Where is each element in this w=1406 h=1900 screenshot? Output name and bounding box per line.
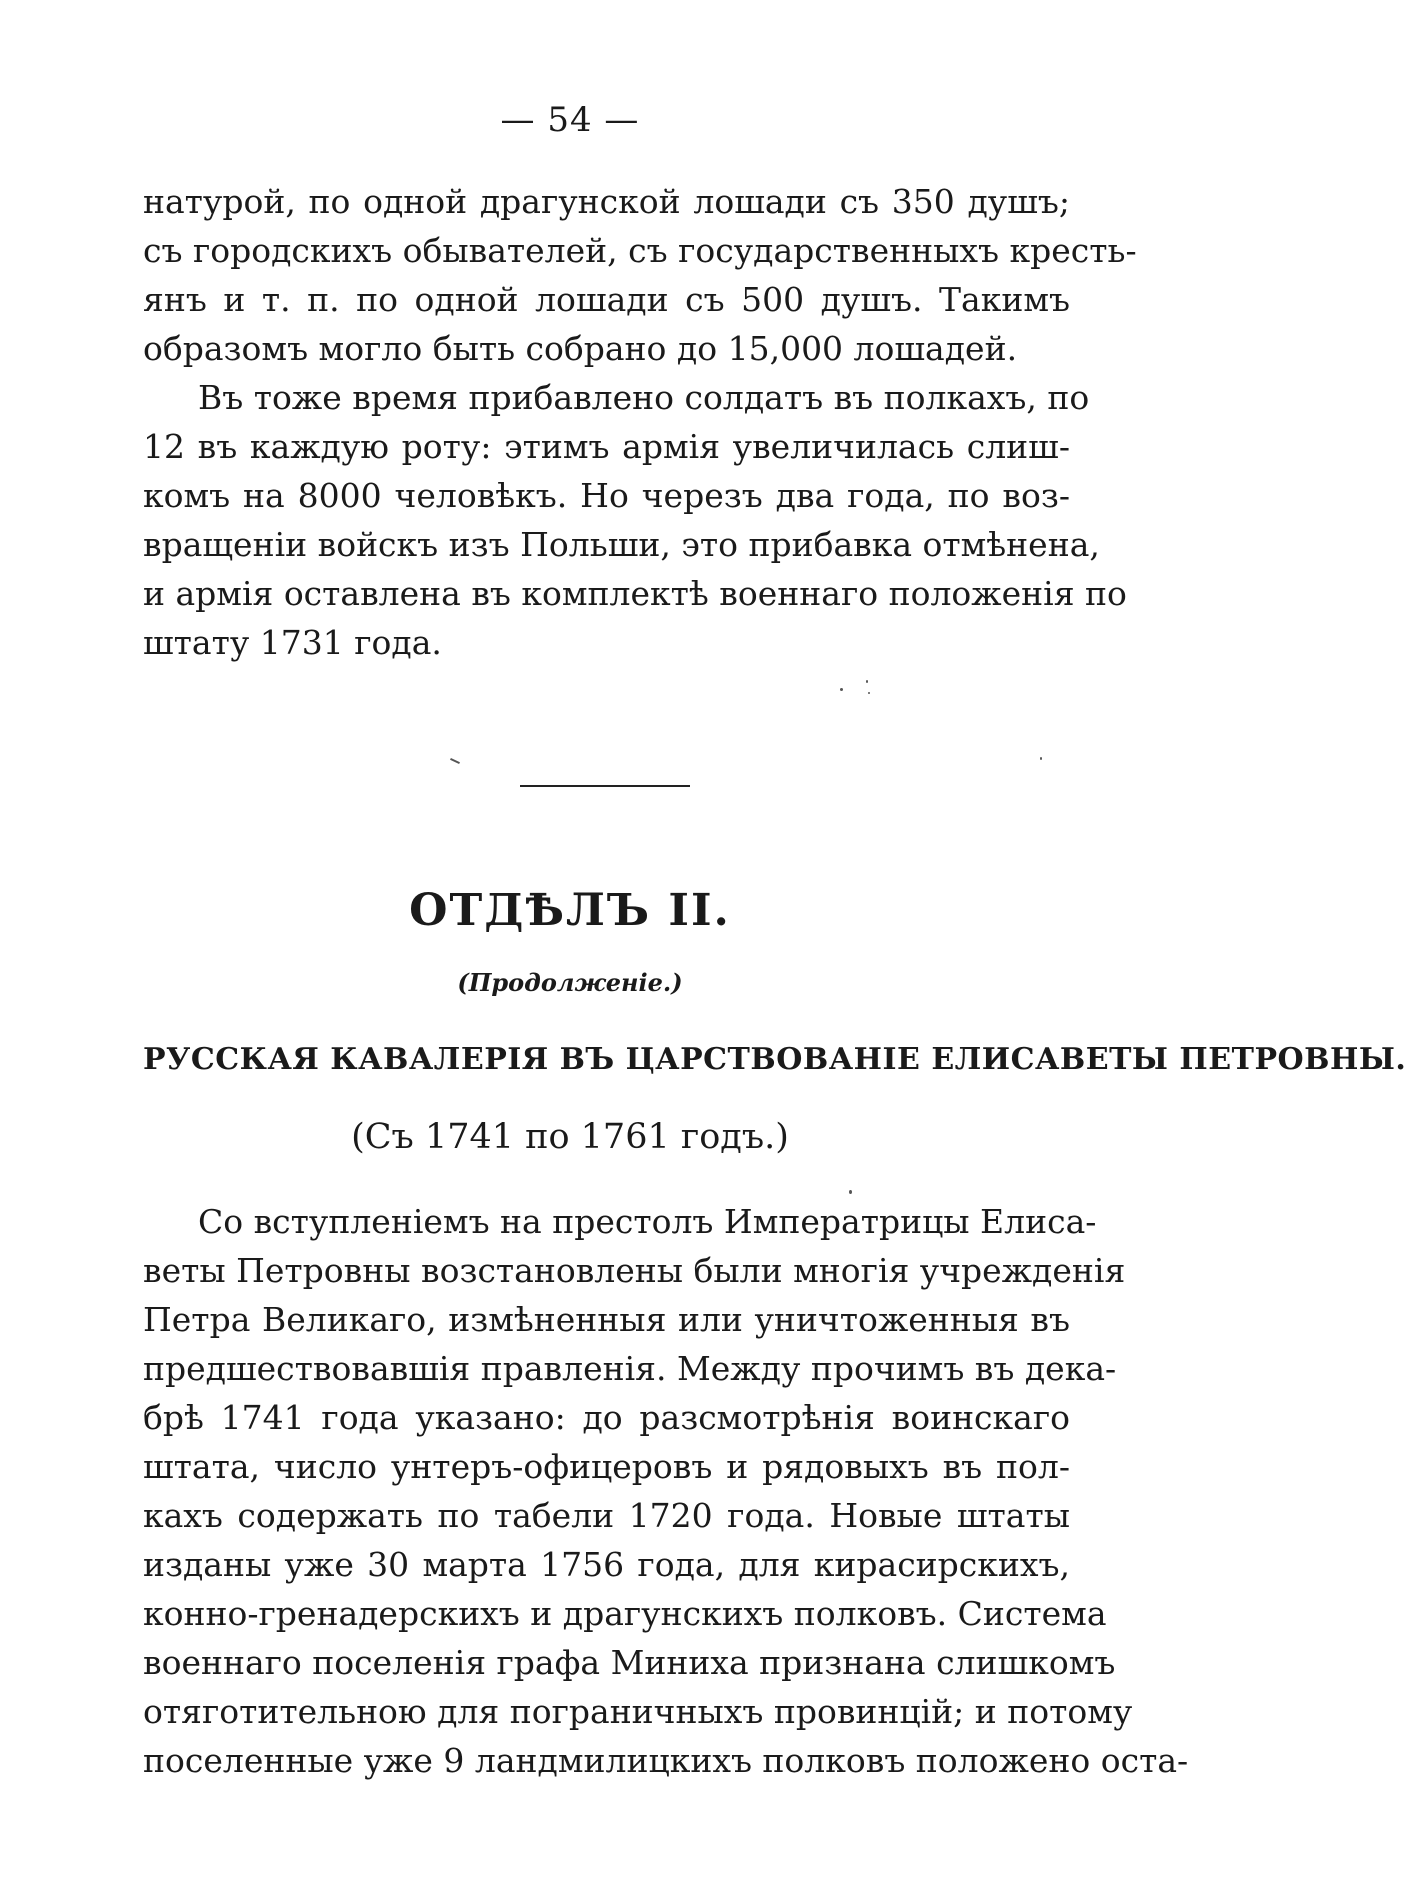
text-line: Петра Великаго, измѣненныя или уничтоженныя въ: [143, 1300, 1070, 1339]
text-line: штату 1731 года.: [143, 623, 442, 662]
text-line: съ городскихъ обывателей, съ государственныхъ кресть-: [143, 231, 1137, 270]
text-line: натурой, по одной драгунской лошади съ 350 душъ;: [143, 182, 1070, 221]
section-continuation: (Продолженіе.): [457, 968, 683, 997]
text-line: 12 въ каждую роту: этимъ армія увеличилась слиш-: [143, 427, 1070, 466]
text-line: янъ и т. п. по одной лошади съ 500 душъ. Такимъ: [143, 280, 1070, 319]
text-line: образомъ могло быть собрано до 15,000 лошадей.: [143, 329, 1018, 368]
scan-speck: [840, 688, 843, 691]
text-line: вращеніи войскъ изъ Польши, это прибавка отмѣнена,: [143, 525, 1100, 564]
text-line: военнаго поселенія графа Миниха признана слишкомъ: [143, 1643, 1116, 1682]
section-subtitle: РУССКАЯ КАВАЛЕРІЯ ВЪ ЦАРСТВОВАНІЕ ЕЛИСАВЕТЫ ПЕТРОВНЫ.: [143, 1042, 1406, 1077]
section-divider: [520, 785, 690, 787]
text-line: предшествовавшія правленія. Между прочимъ въ дека-: [143, 1349, 1117, 1388]
text-line: отяготительною для пограничныхъ провинцій; и потому: [143, 1692, 1133, 1731]
section-years: (Съ 1741 по 1761 годъ.): [351, 1117, 789, 1157]
text-line: штата, число унтеръ-офицеровъ и рядовыхъ въ пол-: [143, 1447, 1070, 1486]
text-line: кахъ содержать по табели 1720 года. Новые штаты: [143, 1496, 1070, 1535]
scan-speck: [849, 1190, 852, 1194]
text-line: комъ на 8000 человѣкъ. Но черезъ два года, по воз-: [143, 476, 1070, 515]
text-line: и армія оставлена въ комплектѣ военнаго положенія по: [143, 574, 1127, 613]
scan-speck: [450, 758, 460, 764]
text-line: веты Петровны возстановлены были многія учрежденія: [143, 1251, 1126, 1290]
text-line: брѣ 1741 года указано: до разсмотрѣнія воинскаго: [143, 1398, 1070, 1437]
scan-speck: [866, 680, 868, 683]
section-title: ОТДѢЛЪ II.: [409, 885, 731, 936]
page-number: — 54 —: [500, 100, 640, 140]
text-line: Въ тоже время прибавлено солдатъ въ полкахъ, по: [198, 378, 1090, 417]
text-line: изданы уже 30 марта 1756 года, для кирасирскихъ,: [143, 1545, 1070, 1584]
text-line: Со вступленіемъ на престолъ Императрицы Елиса-: [198, 1202, 1097, 1241]
scan-speck: [1040, 757, 1042, 760]
text-line: конно-гренадерскихъ и драгунскихъ полковъ. Система: [143, 1594, 1107, 1633]
scan-speck: [868, 692, 870, 694]
text-line: поселенные уже 9 ландмилицкихъ полковъ положено оста-: [143, 1741, 1189, 1780]
